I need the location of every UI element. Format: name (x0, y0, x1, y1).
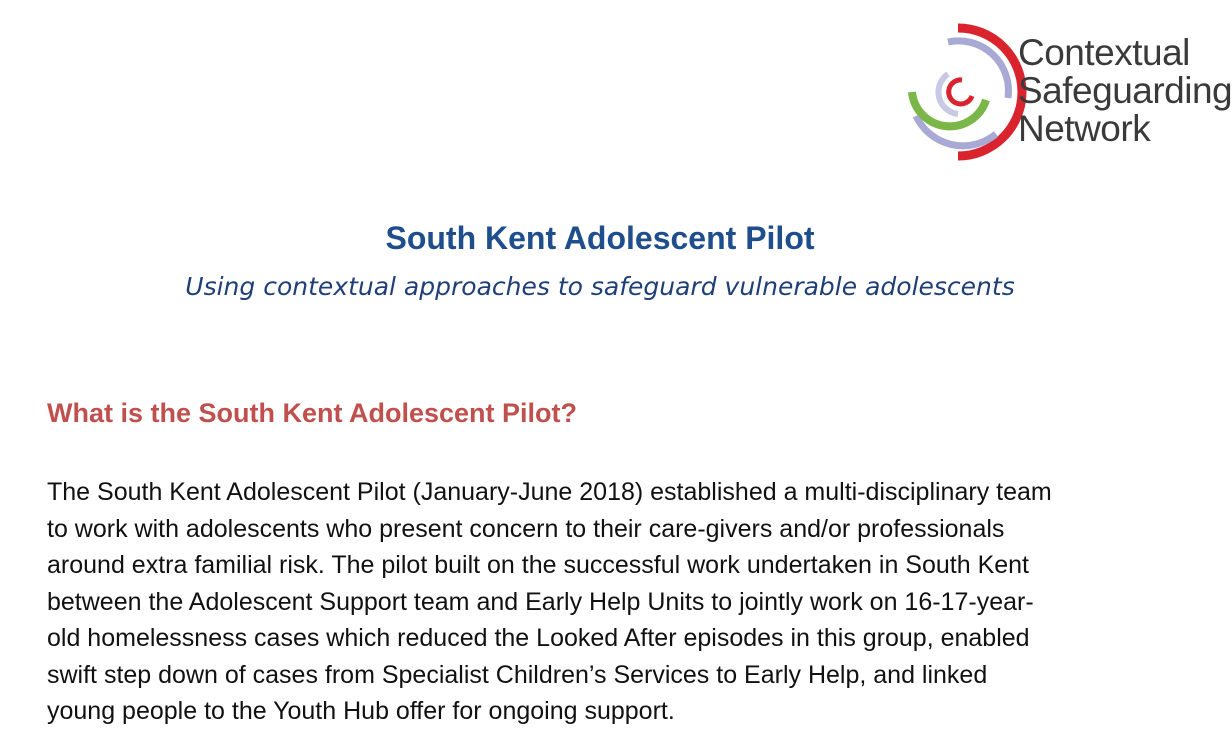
paragraph-line: to work with adolescents who present concern to their care-givers and/or professionals (47, 514, 1005, 543)
paragraph-line: swift step down of cases from Specialist Children’s Services to Early Help, and linked (47, 660, 988, 689)
paragraph-line: young people to the Youth Hub offer for ongoing support. (47, 697, 675, 725)
paragraph-line: around extra familial risk. The pilot built on the successful work undertaken in South Kent (47, 551, 1030, 579)
logo-line-3: Network (1018, 108, 1151, 149)
logo-line-2: Safeguarding (1018, 70, 1232, 111)
logo-wordmark (1018, 34, 1232, 148)
paragraph-line: between the Adolescent Support team and Early Help Units to jointly work on 16-17-year- (47, 587, 1034, 616)
logo-line-1: Contextual (1018, 32, 1190, 73)
section-body-paragraph (47, 474, 1167, 730)
document-subtitle: Using contextual approaches to safeguard vulnerable adolescents (185, 272, 1015, 301)
paragraph-line: old homelessness cases which reduced the Looked After episodes in this group, enabled (47, 624, 1030, 652)
organization-logo (900, 22, 1232, 162)
section-heading: What is the South Kent Adolescent Pilot? (47, 398, 578, 428)
paragraph-line: The South Kent Adolescent Pilot (January-June 2018) established a multi-disciplinary team (47, 478, 1052, 506)
document-title: South Kent Adolescent Pilot (385, 220, 815, 256)
